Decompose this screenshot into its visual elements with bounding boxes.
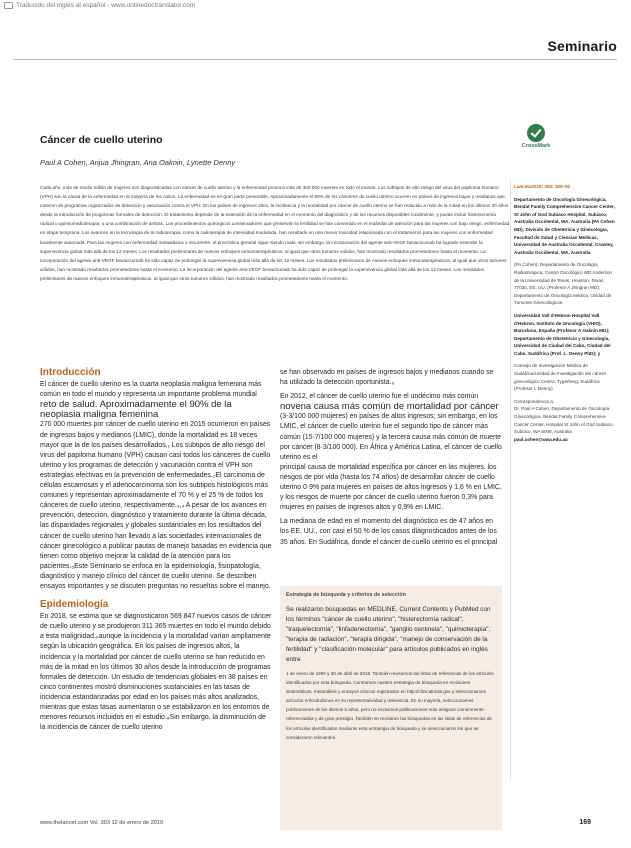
search-strategy-box [280, 586, 502, 830]
affiliation-1: Departamento de Oncología Ginecológica, Bendat Family Comprehensive Cancer Center, St John of God Subiaco Hospital, Subiaco, Australia Occidental, WA, Australia (PA Cohen MD); División de Obstetricia y Ginecología, Facultad de Salud y Ciencias Médicas, Universidad de Australia Occidental, Crawley, Australia Occidental, WA, Australia [514, 196, 615, 255]
epidemiology-heading: Epidemiología [40, 599, 109, 611]
epidemiology-paragraph: En 2018, se estima que se diagnosticaron 569 847 nuevos casos de cáncer de cuello uterino y se produjeron 311 365 muertes en todo el mundo debido a esta malignidad.₆aunque la incidencia y la mortalidad varían ampliamente según la ubicación geográfica. En los países de ingresos altos, la incidencia y la mortalidad por cáncer de cuello uterino se han reducido en más de la mitad en los últimos 30 años desde la introducción de programas formales de detección. Un estudio de tendencias globales en 38 países en cinco continentes mostró disminuciones sustanciales en las tasas de incidencia estandarizadas por edad en los países más altos analizados, mientras que estas tasas aumentaron o se estabilizaron en los entornos de menores recursos incluidos en el estudio.₈Sin embargo, la disminución de la incidencia de cáncer de cuello uterino [40, 613, 272, 732]
sidebar-divider [510, 180, 511, 780]
right-paragraph-3: La mediana de edad en el momento del diagnóstico es de 47 años en los EE. UU., con casi el 50 % de los casos diagnosticados antes de los 35 años. En Sudáfrica, donde el cáncer de cuello uterino es el principal [280, 518, 498, 546]
correspondence-email[interactable]: paul.cohen@uwa.edu.au [514, 436, 568, 442]
affiliation-2: (PA Cohen); Departamento de Oncología Radioterápica, Centro Oncológico MD Anderson de la Universidad de Texas, Houston, Texas, 77030, EE. UU. (Profesor A Jhingran MD); Departamento de Oncología Médica, Unidad de Tumores Ginecológicos, [514, 262, 613, 306]
right-paragraph-1: se han observado en países de ingresos bajos y medianos cuando se ha utilizado la detección oportunista.₉ [280, 369, 494, 387]
article-title: Cáncer de cuello uterino [40, 134, 163, 146]
right-paragraph-2d: principal causa de mortalidad específica por cáncer en las mujeres. los riesgos de por vida (hasta los 74 años) de desarrollar cáncer de cuello uterino 0·9% para mujeres en países de altos ingresos y 1,6 % en LMIC, y los riesgos de muerte por cáncer de cuello uterino fueron 0,3% para mujeres en países de ingresos altos y 0,9% en LMIC. [280, 463, 502, 512]
right-paragraph-2a: En 2012, el cáncer de cuello uterino fue el undécimo más común [280, 393, 479, 401]
intro-heading: Introducción [40, 367, 101, 378]
right-paragraph-2b: novena causa más común de mortalidad por cáncer [280, 401, 499, 413]
header-divider [14, 59, 617, 60]
article-authors: Paul A Cohen, Anjua Jhingran, Ana Oaknin, Lynette Denny [40, 158, 236, 167]
page-number: 169 [579, 819, 591, 826]
translator-text[interactable]: Traducido del inglés al español - www.onlinedoctranslator.com [16, 2, 196, 9]
translator-icon [4, 2, 13, 9]
search-box-title: Estrategia de búsqueda y criterios de selección [286, 592, 406, 598]
intro-paragraph-1a: El cáncer de cuello uterino es la cuarta neoplasia maligna femenina más común en todo el mundo y representa un importante problema mundial [40, 381, 262, 399]
affiliation-3: Universidad Vall d'Hebron Hospital Vall d'Hebron, Instituto de Oncología (VHIO), Barcelona, España (Profesor A Oaknin MD); Departamento de Obstetricia y Ginecología, Universidad de Ciudad del Cabo, Ciudad del Cabo, Sudáfrica (Prof. L. Denny PhD); y [514, 312, 611, 356]
affiliation-4: Consejo de Investigación Médica de Sudáfrica/Unidad de Investigación del cáncer ginecológico Centro, Tygerberg, Sudáfrica (Profesor L Denny) [514, 363, 607, 392]
crossmark-badge[interactable] [521, 124, 551, 149]
left-column [40, 368, 272, 733]
search-box-body: Se realizaron búsquedas en MEDLINE, Current Contents y PubMed con los términos "cáncer de cuello uterino", "histerectomía radical", "traquelectomía", "linfadenectomía", "ganglio centinela", "quimioterapia", "terapia de radiación", "terapia dirigida", "manejo de conservación de la fertilidad" y "clasificación molecular" para artículos publicados en inglés entre [286, 606, 491, 663]
crossmark-icon [527, 124, 545, 142]
intro-paragraph-1c: 270 000 muertes por cáncer de cuello uterino en 2015 ocurrieron en países de ingresos bajos y medianos (LMIC), donde la mortalidad es 18 veces mayor que la de los países desarrollados.₁ Los subtipos de alto riesgo del virus del papiloma humano (VPH) causan casi todos los cánceres de cuello uterino y los programas de detección y vacunación contra el VPH son estrategias efectivas en la prevención de enfermedades.₂El carcinoma de células escamosas y el adenocarcinoma son los subtipos histológicos más comunes y representan aproximadamente el 70 % y el 25 % de todos los cánceres de cuello uterino, respectivamente.₃,₄ A pesar de los avances en prevención, detección, diagnóstico y tratamiento durante la última década, las disparidades regionales y globales sustanciales en los resultados del cáncer de cuello uterino han llevado a las sociedades internacionales de cáncer ginecológico a publicar pautas de manejo basadas en evidencia que tienen como objetivo mejorar la calidad de la atención para los pacientes.₅Este Seminario se enfoca en la epidemiología, fisiopatología, diagnóstico y manejo clínico del cáncer de cuello uterino. Se describen ensayos importantes y se discuten preguntas no resueltas sobre el manejo. [40, 421, 272, 590]
right-column [280, 368, 502, 548]
right-paragraph-2c: (3-3/100 000 mujeres) en países de altos ingresos; sin embargo, en los LMIC, el cáncer de cuello uterino fue el segundo tipo de cáncer más común (15·7/100 000 mujeres) y la tercera causa más común de muerte por cáncer (8·3/100 000). En África y América Latina, el cáncer de cuello uterino es el [280, 413, 502, 461]
search-box-body-2: 1 de enero de 1990 y 30 de abril de 2018. También revisamos las listas de referencias de los artículos identificados por esta búsqueda. Centramos nuestra estrategia de búsqueda en revisiones sistemáticas, metanálisis y ensayos clínicos registrados en http://clinicaltrials.gov y seleccionamos artículos enfocándonos en su representatividad y relevancia. En su mayoría, seleccionamos publicaciones de los últimos 5 años, pero no excluimos publicaciones más antiguas comúnmente referenciadas y de gran prestigio. También se revisaron las búsquedas en las listas de referencias de los artículos identificados mediante esta estrategia de búsqueda y se seleccionaron los que se consideraron relevantes. [286, 671, 494, 740]
footer-journal[interactable]: www.thelancet.com Vol. 393 12 de enero de 2019 [40, 820, 164, 826]
crossmark-label: CrossMark [521, 143, 551, 149]
affiliations-sidebar [514, 183, 618, 448]
intro-paragraph-1b: reto de salud. Aproximadamente el 90% de la neoplasia maligna femenina [40, 399, 232, 421]
citation: Lanceta2019; 393: 169–82 [514, 184, 571, 189]
correspondence-label: Correspondencia a: [514, 398, 555, 404]
correspondence-address: Dr. Paul A Cohen, Departamento de Oncología Ginecológica, Bendat Family Comprehensive Cancer Center, Hospital St John of God Subiaco, Subiaco, WA 6008, Australia [514, 406, 614, 435]
abstract: Cada año, más de medio millón de mujeres son diagnosticadas con cáncer de cuello uterino y la enfermedad provoca más de 300 000 muertes en todo el mundo. Los subtipos de alto riesgo del virus del papiloma humano (VPH) son la causa de la enfermedad en la mayoría de los casos. La enfermedad es en gran parte prevenible. Aproximadamente el 90% de los cánceres de cuello uterino ocurren en países de ingresos bajos y medianos que carecen de programas organizados de detección y vacunación contra el VPH. En los países de ingresos altos, la incidencia y la mortalidad por cáncer de cuello uterino se han reducido a más de la mitad en los últimos 30 años desde la introducción de programas formales de detección. El tratamiento depende de la extensión de la enfermedad en el momento del diagnóstico y de los recursos disponibles localmente, y puede incluir histerectomía radical o quimiorradioterapia, o una combinación de ambas. Los procedimientos quirúrgicos conservadores que preservan la fertilidad se han convertido en el estándar de atención para las mujeres con bajo riesgo, enfermedad en etapa temprana. Los avances en la tecnología de la radioterapia, como la radioterapia de intensidad modulada, han resultado en una menor toxicidad relacionada con el tratamiento para las mujeres con enfermedad localmente avanzada. Para las mujeres con enfermedad metastásica o recurrente, el pronóstico general sigue siendo malo; sin embargo, la incorporación del agente anti-VEGF bevacizumab ha logrado extender la supervivencia global más allá de los 12 meses. Los resultados preliminares de nuevos enfoques inmunoterapéuticos, al igual que otros tumores sólidos, han mostrado resultados prometedores hasta el momento. La incorporación del agente anti-VEGF bevacizumab ha sido capaz de prolongar la supervivencia global más allá de los 12 meses. Los resultados preliminares de nuevos enfoques inmunoterapéuticos, al igual que otros tumores sólidos, han mostrado resultados prometedores hasta el momento. La incorporación del agente anti-VEGF bevacizumab ha sido capaz de prolongar la supervivencia global más allá de los 12 meses. Los resultados preliminares de nuevos enfoques inmunoterapéuticos, al igual que otros tumores sólidos, han mostrado resultados prometedores hasta el momento. [40, 185, 510, 281]
translator-banner[interactable] [4, 2, 195, 9]
section-label: Seminario [547, 38, 617, 54]
